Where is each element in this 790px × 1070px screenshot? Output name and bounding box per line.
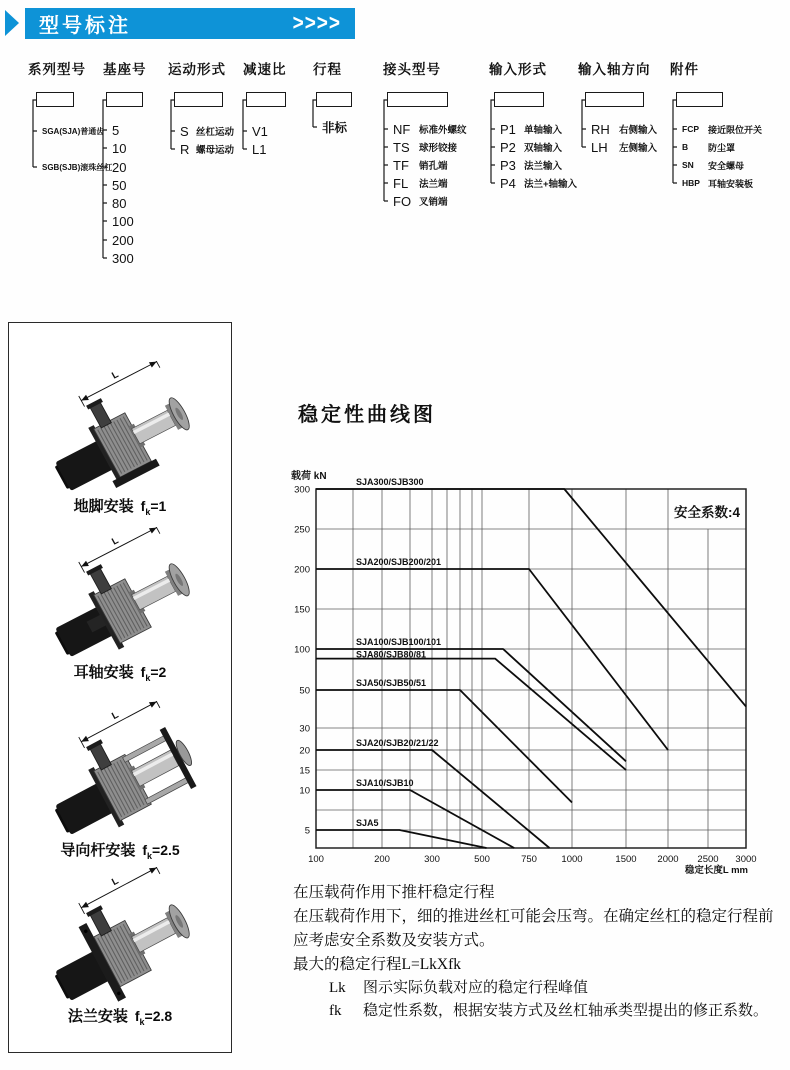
model-code-box <box>494 92 544 107</box>
item-code: P3 <box>500 157 516 173</box>
stability-chart <box>280 455 790 883</box>
x-tick-label: 1000 <box>561 854 583 865</box>
series-label: SJA50/SJB50/51 <box>356 678 427 688</box>
column-item <box>393 193 448 209</box>
x-tick-label: 200 <box>374 854 390 865</box>
fk-equals: = <box>144 1008 153 1024</box>
column-title: 系列型号 <box>28 62 86 77</box>
note-line-1: 在压载荷作用下推杆稳定行程 <box>293 884 495 901</box>
item-desc: 左侧输入 <box>619 143 658 154</box>
column-item <box>112 159 126 175</box>
notes-section <box>293 884 789 1026</box>
model-code-box <box>316 92 352 107</box>
model-code-box <box>585 92 644 107</box>
chart-title: 稳定性曲线图 <box>298 404 436 426</box>
mount-caption-text: 法兰安装 <box>67 1008 128 1025</box>
column-item <box>500 175 577 191</box>
series-curve <box>316 830 487 848</box>
column-item <box>682 121 762 137</box>
definition-Lk <box>293 980 789 997</box>
column-item <box>112 122 119 138</box>
fk-symbol: f <box>134 1008 140 1024</box>
plot-frame <box>316 489 746 848</box>
actuator-assembly <box>26 867 204 1003</box>
item-desc: 叉销端 <box>419 197 448 208</box>
series-label: SJA5 <box>356 818 379 828</box>
bracket-line <box>491 100 495 183</box>
item-label: SGB(SJB)滚珠丝杠 <box>42 162 113 172</box>
item-desc: 法兰输入 <box>524 161 563 172</box>
x-tick-label: 2000 <box>657 854 679 865</box>
dim-line <box>81 868 156 908</box>
fk-equals: = <box>152 842 161 858</box>
y-tick-label: 50 <box>299 685 310 697</box>
column-title: 运动形式 <box>168 62 226 77</box>
x-tick-label: 300 <box>424 854 440 865</box>
bracket-line <box>582 100 586 147</box>
mount-caption-text: 导向杆安装 <box>60 842 136 859</box>
definition-desc: 图示实际负载对应的稳定行程峰值 <box>363 980 589 996</box>
item-code: 非标 <box>322 121 348 135</box>
note-line-4: 最大的稳定行程L=LkXfk <box>293 956 462 973</box>
item-desc: 法兰端 <box>419 179 448 190</box>
column-item <box>252 123 268 139</box>
note-line-3: 应考虑安全系数及安装方式。 <box>293 932 495 949</box>
section-title: 型号标注 <box>39 15 131 37</box>
item-desc: 标准外螺纹 <box>419 125 467 136</box>
item-desc: 球形铰接 <box>419 143 458 154</box>
fk-symbol: f <box>142 842 147 858</box>
x-tick-label: 500 <box>474 854 490 865</box>
bracket-line <box>384 100 388 201</box>
column-item <box>180 123 234 139</box>
column-item <box>112 250 134 266</box>
column-item <box>500 121 562 137</box>
series-curve <box>316 659 626 770</box>
item-label: SGA(SJA)普通齿 <box>42 126 105 136</box>
x-tick-label: 750 <box>521 854 537 865</box>
mount-caption <box>9 1005 231 1027</box>
item-desc: 螺母运动 <box>196 145 235 156</box>
column-item <box>682 175 753 191</box>
dim-line <box>81 362 156 401</box>
column-item <box>112 213 134 229</box>
item-code: 5 <box>112 122 120 138</box>
y-tick-label: 10 <box>299 785 310 797</box>
model-code-box <box>36 92 74 107</box>
series-curve <box>316 750 550 848</box>
series-label: SJA20/SJB20/21/22 <box>356 738 439 748</box>
column-item <box>591 121 657 137</box>
item-code: P1 <box>500 121 516 137</box>
definition-desc: 稳定性系数，根据安装方式及丝杠轴承类型提出的修正系数。 <box>363 1003 769 1019</box>
mount-caption <box>9 661 231 683</box>
item-desc: 防尘罩 <box>708 142 736 153</box>
bracket-line <box>33 100 37 167</box>
model-code-box <box>106 92 143 107</box>
item-desc: 接近限位开关 <box>708 124 763 135</box>
column-item <box>322 119 347 135</box>
definition-term: fk <box>329 1003 342 1019</box>
guide-rod <box>145 777 189 804</box>
item-code: NF <box>393 121 411 137</box>
dim-arrow <box>80 395 89 403</box>
item-code: SN <box>682 160 694 170</box>
dim-label: L <box>110 535 121 548</box>
dim-arrow <box>80 736 89 745</box>
column-item <box>393 175 448 191</box>
column-item <box>393 139 457 155</box>
mount-caption <box>9 495 231 517</box>
item-code: 50 <box>112 177 127 193</box>
column-item <box>42 123 104 139</box>
item-code: L1 <box>252 141 267 157</box>
model-designation-section <box>0 0 790 290</box>
item-code: TF <box>393 157 409 173</box>
series-label: SJA300/SJB300 <box>356 477 424 487</box>
item-desc: 耳轴安装板 <box>708 178 754 189</box>
column-item <box>393 121 467 137</box>
definition-term: Lk <box>329 980 346 996</box>
mount-caption-text: 耳轴安装 <box>73 664 134 681</box>
series-label: SJA80/SJB80/81 <box>356 649 427 660</box>
fk-symbol: f <box>140 664 146 680</box>
column-item <box>682 157 744 173</box>
column-item <box>42 159 112 175</box>
item-desc: 法兰+轴输入 <box>524 179 578 190</box>
series-curve <box>316 690 572 803</box>
column-item <box>112 232 134 248</box>
mount-figure-trunnion <box>21 527 221 659</box>
item-code: S <box>180 123 189 139</box>
mount-figure-foot <box>21 361 221 493</box>
bracket-line <box>243 100 247 149</box>
actuator-assembly <box>26 527 200 659</box>
column-title: 行程 <box>313 62 342 77</box>
item-code: TS <box>393 139 410 155</box>
item-code: FCP <box>682 124 699 134</box>
y-tick-label: 20 <box>299 745 310 757</box>
column-title: 减速比 <box>243 62 287 77</box>
column-item <box>252 141 266 157</box>
fk-subscript: k <box>139 1017 145 1027</box>
item-code: FO <box>393 193 412 209</box>
x-tick-label: 2500 <box>697 854 719 865</box>
series-label: SJA200/SJB200/201 <box>356 557 442 567</box>
dim-label: L <box>110 369 121 382</box>
y-tick-label: 300 <box>294 484 310 496</box>
fk-equals: = <box>150 498 159 514</box>
definition-fk <box>293 1003 789 1020</box>
item-code: B <box>682 142 689 152</box>
item-code: RH <box>591 121 610 137</box>
y-tick-label: 30 <box>299 723 310 735</box>
model-code-box <box>387 92 448 107</box>
column-item <box>500 139 562 155</box>
fk-subscript: k <box>145 507 151 517</box>
y-tick-label: 100 <box>294 644 310 656</box>
y-tick-label: 5 <box>304 825 310 837</box>
dim-line <box>81 528 156 567</box>
item-desc: 销孔端 <box>419 161 448 172</box>
chevrons-icon: >>>> <box>292 10 341 35</box>
column-title: 输入轴方向 <box>578 62 651 77</box>
mount-figure-guide <box>21 701 221 837</box>
item-desc: 单轴输入 <box>524 125 563 136</box>
fk-value: 2 <box>158 664 167 680</box>
item-desc: 丝杠运动 <box>196 127 235 138</box>
column-title: 附件 <box>670 62 699 77</box>
mount-caption <box>9 839 231 861</box>
column-item <box>112 177 126 193</box>
fk-symbol: f <box>140 498 146 514</box>
item-code: 20 <box>112 159 127 175</box>
y-tick-label: 15 <box>299 765 310 777</box>
dim-label: L <box>110 709 121 723</box>
column-item <box>180 141 234 157</box>
model-code-box <box>246 92 286 107</box>
item-code: R <box>180 141 190 157</box>
column-title: 接头型号 <box>383 62 441 77</box>
y-tick-label: 150 <box>294 604 310 616</box>
fk-equals: = <box>150 664 159 680</box>
fk-value: 2.5 <box>160 842 180 858</box>
fk-value: 2.8 <box>152 1008 173 1024</box>
series-curve <box>316 790 514 848</box>
item-code: 80 <box>112 195 127 211</box>
column-title: 输入形式 <box>489 62 547 77</box>
x-tick-label: 3000 <box>735 854 757 865</box>
item-code: P2 <box>500 139 516 155</box>
fk-subscript: k <box>147 851 153 861</box>
series-label: SJA10/SJB10 <box>356 778 414 788</box>
item-code: 10 <box>112 140 127 156</box>
column-item <box>500 157 562 173</box>
item-desc: 安全螺母 <box>708 160 745 171</box>
item-code: 200 <box>112 232 134 248</box>
item-code: LH <box>591 139 608 155</box>
x-axis-title: 稳定长度L mm <box>684 865 748 876</box>
bracket-line <box>171 100 175 149</box>
dim-arrow <box>80 561 89 569</box>
y-tick-label: 200 <box>294 564 310 576</box>
series-label: SJA100/SJB100/101 <box>356 637 442 647</box>
model-code-box <box>174 92 223 107</box>
bracket-line <box>673 100 677 183</box>
dim-arrow <box>80 902 89 911</box>
column-item <box>112 195 126 211</box>
note-line-2: 在压载荷作用下，细的推进丝杠可能会压弯。在确定丝杠的稳定行程前 <box>293 908 774 925</box>
item-code: V1 <box>252 123 268 139</box>
model-code-box <box>676 92 723 107</box>
actuator-assembly <box>26 701 204 837</box>
fk-value: 1 <box>158 498 167 514</box>
column-item <box>112 140 126 156</box>
column-item <box>393 157 448 173</box>
item-code: FL <box>393 175 409 191</box>
dim-label: L <box>110 875 121 889</box>
x-tick-label: 100 <box>308 854 324 865</box>
column-item <box>591 139 657 155</box>
safety-factor-annotation: 安全系数:4 <box>673 505 740 520</box>
y-tick-label: 250 <box>294 524 310 536</box>
item-code: HBP <box>682 178 700 188</box>
mount-figure-flange <box>21 867 221 1003</box>
item-desc: 右侧输入 <box>619 125 658 136</box>
item-code: 300 <box>112 250 134 266</box>
y-axis-title: 载荷 kN <box>291 471 327 482</box>
item-code: P4 <box>500 175 516 191</box>
fk-subscript: k <box>145 673 151 683</box>
mounting-types-panel <box>8 322 232 1053</box>
mount-caption-text: 地脚安装 <box>73 498 134 515</box>
column-item <box>682 139 735 155</box>
column-title: 基座号 <box>103 62 147 77</box>
item-desc: 双轴输入 <box>524 143 563 154</box>
actuator-assembly <box>26 361 202 493</box>
x-tick-label: 1500 <box>615 854 637 865</box>
dim-line <box>81 702 156 742</box>
item-code: 100 <box>112 213 134 229</box>
